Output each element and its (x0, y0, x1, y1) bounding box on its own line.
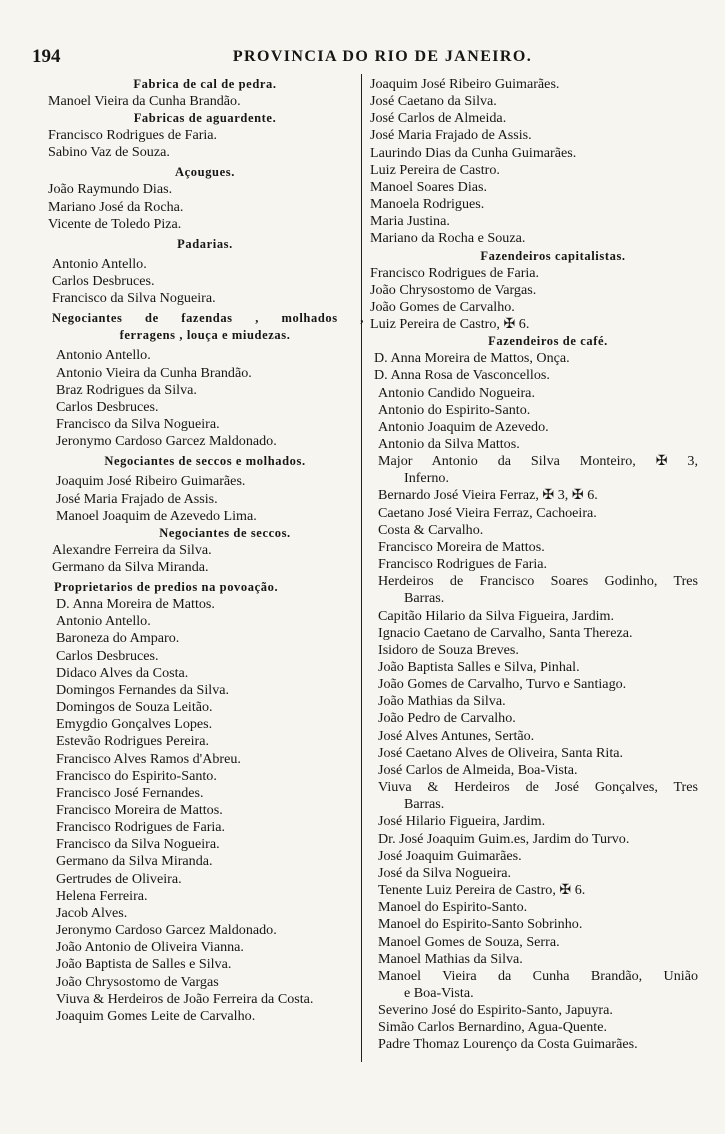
list-item: Antonio Joaquim de Azevedo. (378, 418, 549, 435)
section-heading: Padarias. (177, 236, 233, 251)
list-item: Maria Justina. (370, 213, 450, 230)
list-item: Baroneza do Amparo. (56, 630, 180, 647)
list-item: Antonio Candido Nogueira. (378, 384, 535, 401)
list-item: Major Antonio da Silva Monteiro, ✠ 3, (378, 453, 698, 470)
list-item: Joaquim José Ribeiro Guimarães. (370, 76, 560, 92)
list-item: Domingos de Souza Leitão. (56, 699, 213, 716)
list-item: Germano da Silva Miranda. (52, 558, 209, 575)
list-item: Luiz Pereira de Castro, ✠ 6. (370, 316, 530, 333)
list-item: Antonio Antello. (56, 347, 151, 364)
list-item-continuation: Barras. (404, 796, 445, 813)
section-heading: Negociantes de seccos e molhados. (104, 454, 306, 469)
list-item: José Carlos de Almeida. (370, 110, 507, 127)
list-item: Herdeiros de Francisco Soares Godinho, Tres (378, 573, 698, 590)
list-item: Caetano José Vieira Ferraz, Cachoeira. (378, 504, 597, 521)
list-item: Francisco da Silva Nogueira. (56, 836, 220, 853)
list-item: Francisco da Silva Nogueira. (52, 290, 216, 307)
list-item: Antonio da Silva Mattos. (378, 435, 520, 452)
list-item: Manoela Rodrigues. (370, 196, 485, 213)
list-item: Manoel Mathias da Silva. (378, 950, 523, 967)
section-heading: Fazendeiros capitalistas. (480, 248, 626, 263)
list-item: Simão Carlos Bernardino, Agua-Quente. (378, 1019, 607, 1036)
list-item: João Chrysostomo de Vargas (56, 973, 219, 990)
list-item: Dr. José Joaquim Guim.es, Jardim do Turvo. (378, 830, 630, 847)
list-item: João Gomes de Carvalho. (370, 298, 515, 315)
list-item: João Mathias da Silva. (378, 693, 506, 710)
list-item: Manoel Vieira da Cunha Brandão. (48, 93, 241, 109)
list-item: Francisco Rodrigues de Faria. (378, 556, 548, 573)
list-item: Francisco do Espirito-Santo. (56, 767, 217, 784)
list-item: Jeronymo Cardoso Garcez Maldonado. (56, 922, 277, 939)
page-title: PROVINCIA DO RIO DE JANEIRO. (232, 48, 533, 65)
list-item: João Baptista Salles e Silva, Pinhal. (378, 659, 580, 675)
list-item: Gertrudes de Oliveira. (56, 870, 182, 887)
list-item: D. Anna Moreira de Mattos. (56, 596, 215, 613)
list-item: Germano da Silva Miranda. (56, 853, 213, 870)
section-heading: Fabrica de cal de pedra. (133, 77, 277, 91)
list-item: José Maria Frajado de Assis. (370, 127, 532, 144)
list-item: Costa & Carvalho. (378, 521, 484, 538)
list-item: João Antonio de Oliveira Vianna. (56, 939, 244, 956)
list-item-continuation: e Boa-Vista. (404, 984, 474, 1001)
list-item: Francisco Alves Ramos d'Abreu. (56, 750, 241, 767)
list-item: Antonio Antello. (52, 255, 147, 272)
section-heading: Açougues. (175, 165, 235, 180)
list-item: Mariano da Rocha e Souza. (370, 230, 526, 247)
list-item: João Raymundo Dias. (48, 181, 173, 198)
list-item: Carlos Desbruces. (56, 398, 159, 415)
list-item: José Joaquim Guimarães. (378, 847, 522, 864)
list-item: Emygdio Gonçalves Lopes. (56, 716, 213, 733)
list-item: João Baptista de Salles e Silva. (56, 956, 232, 973)
list-item: Manoel Gomes de Souza, Serra. (378, 933, 560, 950)
list-item: José Caetano Alves de Oliveira, Santa Rita. (378, 744, 624, 761)
list-item: Jeronymo Cardoso Garcez Maldonado. (56, 433, 277, 450)
list-item: Capitão Hilario da Silva Figueira, Jardim. (378, 607, 615, 624)
section-heading: Negociantes de fazendas , molhados , (52, 311, 364, 326)
list-item: Luiz Pereira de Castro. (370, 161, 500, 178)
list-item: Carlos Desbruces. (52, 273, 155, 290)
list-item: José Hilario Figueira, Jardim. (378, 813, 546, 830)
left-column (46, 76, 364, 1025)
list-item: Helena Ferreira. (56, 887, 148, 904)
list-item: Mariano José da Rocha. (48, 198, 184, 215)
list-item: Francisco Moreira de Mattos. (56, 802, 223, 818)
list-item: Bernardo José Vieira Ferraz, ✠ 3, ✠ 6. (378, 487, 598, 504)
right-column (368, 76, 698, 1054)
list-item: Manoel Vieira da Cunha Brandão, União (378, 967, 698, 984)
list-item: Francisco Rodrigues de Faria. (48, 127, 218, 144)
list-item: Joaquim José Ribeiro Guimarães. (56, 473, 246, 490)
list-item-continuation: Barras. (404, 590, 445, 607)
list-item: Estevão Rodrigues Pereira. (56, 733, 210, 750)
list-item: Viuva & Herdeiros de José Gonçalves, Tres (378, 779, 698, 796)
section-heading: Fabricas de aguardente. (133, 111, 277, 126)
list-item: Vicente de Toledo Piza. (48, 215, 182, 232)
list-item: D. Anna Rosa de Vasconcellos. (374, 367, 550, 384)
list-item: Francisco Rodrigues de Faria. (370, 264, 540, 281)
list-item: Manoel do Espirito-Santo Sobrinho. (378, 916, 583, 933)
list-item: Tenente Luiz Pereira de Castro, ✠ 6. (378, 882, 586, 899)
list-item: Braz Rodrigues da Silva. (56, 381, 197, 398)
list-item: Antonio do Espirito-Santo. (378, 401, 531, 418)
list-item: Francisco Rodrigues de Faria. (56, 819, 226, 836)
list-item: Viuva & Herdeiros de João Ferreira da Costa. (56, 990, 314, 1007)
list-item: Antonio Vieira da Cunha Brandão. (56, 364, 252, 381)
list-item: Domingos Fernandes da Silva. (56, 681, 230, 698)
list-item: Laurindo Dias da Cunha Guimarães. (370, 144, 577, 161)
list-item: Manoel Joaquim de Azevedo Lima. (56, 507, 257, 524)
list-item: D. Anna Moreira de Mattos, Onça. (374, 350, 570, 367)
list-item: Jacob Alves. (56, 904, 128, 921)
list-item: João Pedro de Carvalho. (378, 710, 516, 727)
list-item: Francisco da Silva Nogueira. (56, 416, 220, 433)
list-item: Francisco Moreira de Mattos. (378, 538, 545, 555)
list-item: João Chrysostomo de Vargas. (370, 281, 537, 298)
list-item: Carlos Desbruces. (56, 647, 159, 664)
list-item: Sabino Vaz de Souza. (48, 144, 170, 161)
list-item: José da Silva Nogueira. (378, 864, 512, 881)
list-item: Francisco José Fernandes. (56, 784, 204, 801)
list-item: Antonio Antello. (56, 613, 151, 630)
list-item: Alexandre Ferreira da Silva. (52, 541, 212, 558)
list-item: José Alves Antunes, Sertão. (378, 727, 535, 744)
list-item: José Carlos de Almeida, Boa-Vista. (378, 761, 578, 778)
list-item: Didaco Alves da Costa. (56, 664, 189, 681)
list-item-continuation: Inferno. (404, 470, 449, 487)
list-item: Severino José do Espirito-Santo, Japuyra. (378, 1002, 613, 1019)
section-heading: ferragens , louça e miudezas. (119, 328, 291, 343)
list-item: Manoel do Espirito-Santo. (378, 899, 528, 916)
list-item: Ignacio Caetano de Carvalho, Santa Thereza. (378, 624, 633, 641)
list-item: João Gomes de Carvalho, Turvo e Santiago. (378, 676, 627, 693)
section-heading: Negociantes de seccos. (159, 525, 291, 540)
list-item: Isidoro de Souza Breves. (378, 641, 519, 658)
section-heading: Proprietarios de predios na povoação. (54, 580, 279, 595)
list-item: José Caetano da Silva. (370, 93, 497, 110)
page-number: 194 (32, 46, 61, 67)
list-item: Manoel Soares Dias. (370, 178, 488, 195)
list-item: José Maria Frajado de Assis. (56, 490, 218, 507)
list-item: Joaquim Gomes Leite de Carvalho. (56, 1007, 256, 1024)
section-heading: Fazendeiros de café. (488, 334, 608, 349)
list-item: Padre Thomaz Lourenço da Costa Guimarães. (378, 1036, 638, 1053)
